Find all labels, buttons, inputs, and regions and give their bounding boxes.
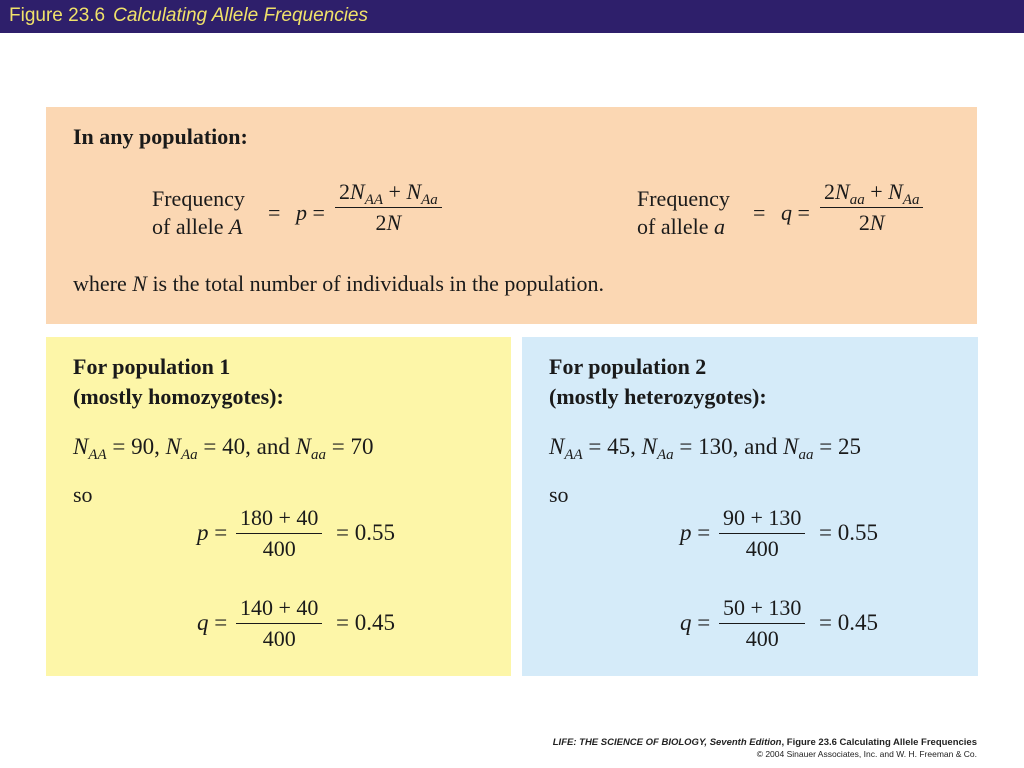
figure-number: Figure 23.6 xyxy=(9,5,106,26)
so-label: so xyxy=(549,482,569,507)
p-fraction: $\frac{180 + 40}{400}$ xyxy=(236,505,322,562)
general-formula-panel xyxy=(46,107,977,324)
general-heading: In any population: xyxy=(73,124,248,149)
population-2-panel xyxy=(522,337,978,676)
p-equals: p = xyxy=(296,200,325,225)
p-result: = 0.55 xyxy=(819,520,878,545)
q-equals: q = xyxy=(197,610,228,635)
population-2-heading: For population 2 (mostly heterozygotes): xyxy=(549,354,767,409)
q-result: = 0.45 xyxy=(336,610,395,635)
population-1-counts: $N_{AA} = 90$, $N_{Aa} = 40$, and $N_{aa} = 70$ xyxy=(73,434,374,463)
q-equals: q = xyxy=(781,200,810,225)
p-equals: p = xyxy=(197,520,228,545)
equals-sign: = xyxy=(753,200,766,225)
q-equals: q = xyxy=(680,610,711,635)
p-general-fraction: $2N_{AA} + N_{Aa}$ 2N xyxy=(335,179,442,236)
frequency-a-lower-label: Frequency of allele a xyxy=(637,186,730,239)
p-fraction: $\frac{90 + 130}{400}$ xyxy=(719,505,805,562)
p-equals: p = xyxy=(680,520,711,545)
so-label: so xyxy=(73,482,93,507)
q-fraction: $\frac{50 + 130}{400}$ xyxy=(719,595,805,652)
title-bar xyxy=(0,0,1024,33)
p-result: = 0.55 xyxy=(336,520,395,545)
population-1-heading: For population 1 (mostly homozygotes): xyxy=(73,354,284,409)
slide-title xyxy=(9,5,368,27)
population-note: where N is the total number of individuals in the population. xyxy=(73,271,604,296)
frequency-a-label: Frequency of allele A xyxy=(152,186,245,239)
population-2-counts: $N_{AA} = 45$, $N_{Aa} = 130$, and $N_{aa} = 25$ xyxy=(549,434,861,463)
q-fraction: $\frac{140 + 40}{400}$ xyxy=(236,595,322,652)
equals-sign: = xyxy=(268,200,281,225)
q-general-fraction: $2N_{aa} + N_{Aa}$ 2N xyxy=(820,179,923,236)
figure-caption: Calculating Allele Frequencies xyxy=(113,5,369,26)
footer-credit xyxy=(553,737,977,759)
copyright: © 2004 Sinauer Associates, Inc. and W. H. Freeman & Co. xyxy=(756,749,977,759)
q-result: = 0.45 xyxy=(819,610,878,635)
book-reference: LIFE: THE SCIENCE OF BIOLOGY, Seventh Edition, Figure 23.6 Calculating Allele Frequencies xyxy=(552,737,977,748)
population-1-panel xyxy=(46,337,511,676)
